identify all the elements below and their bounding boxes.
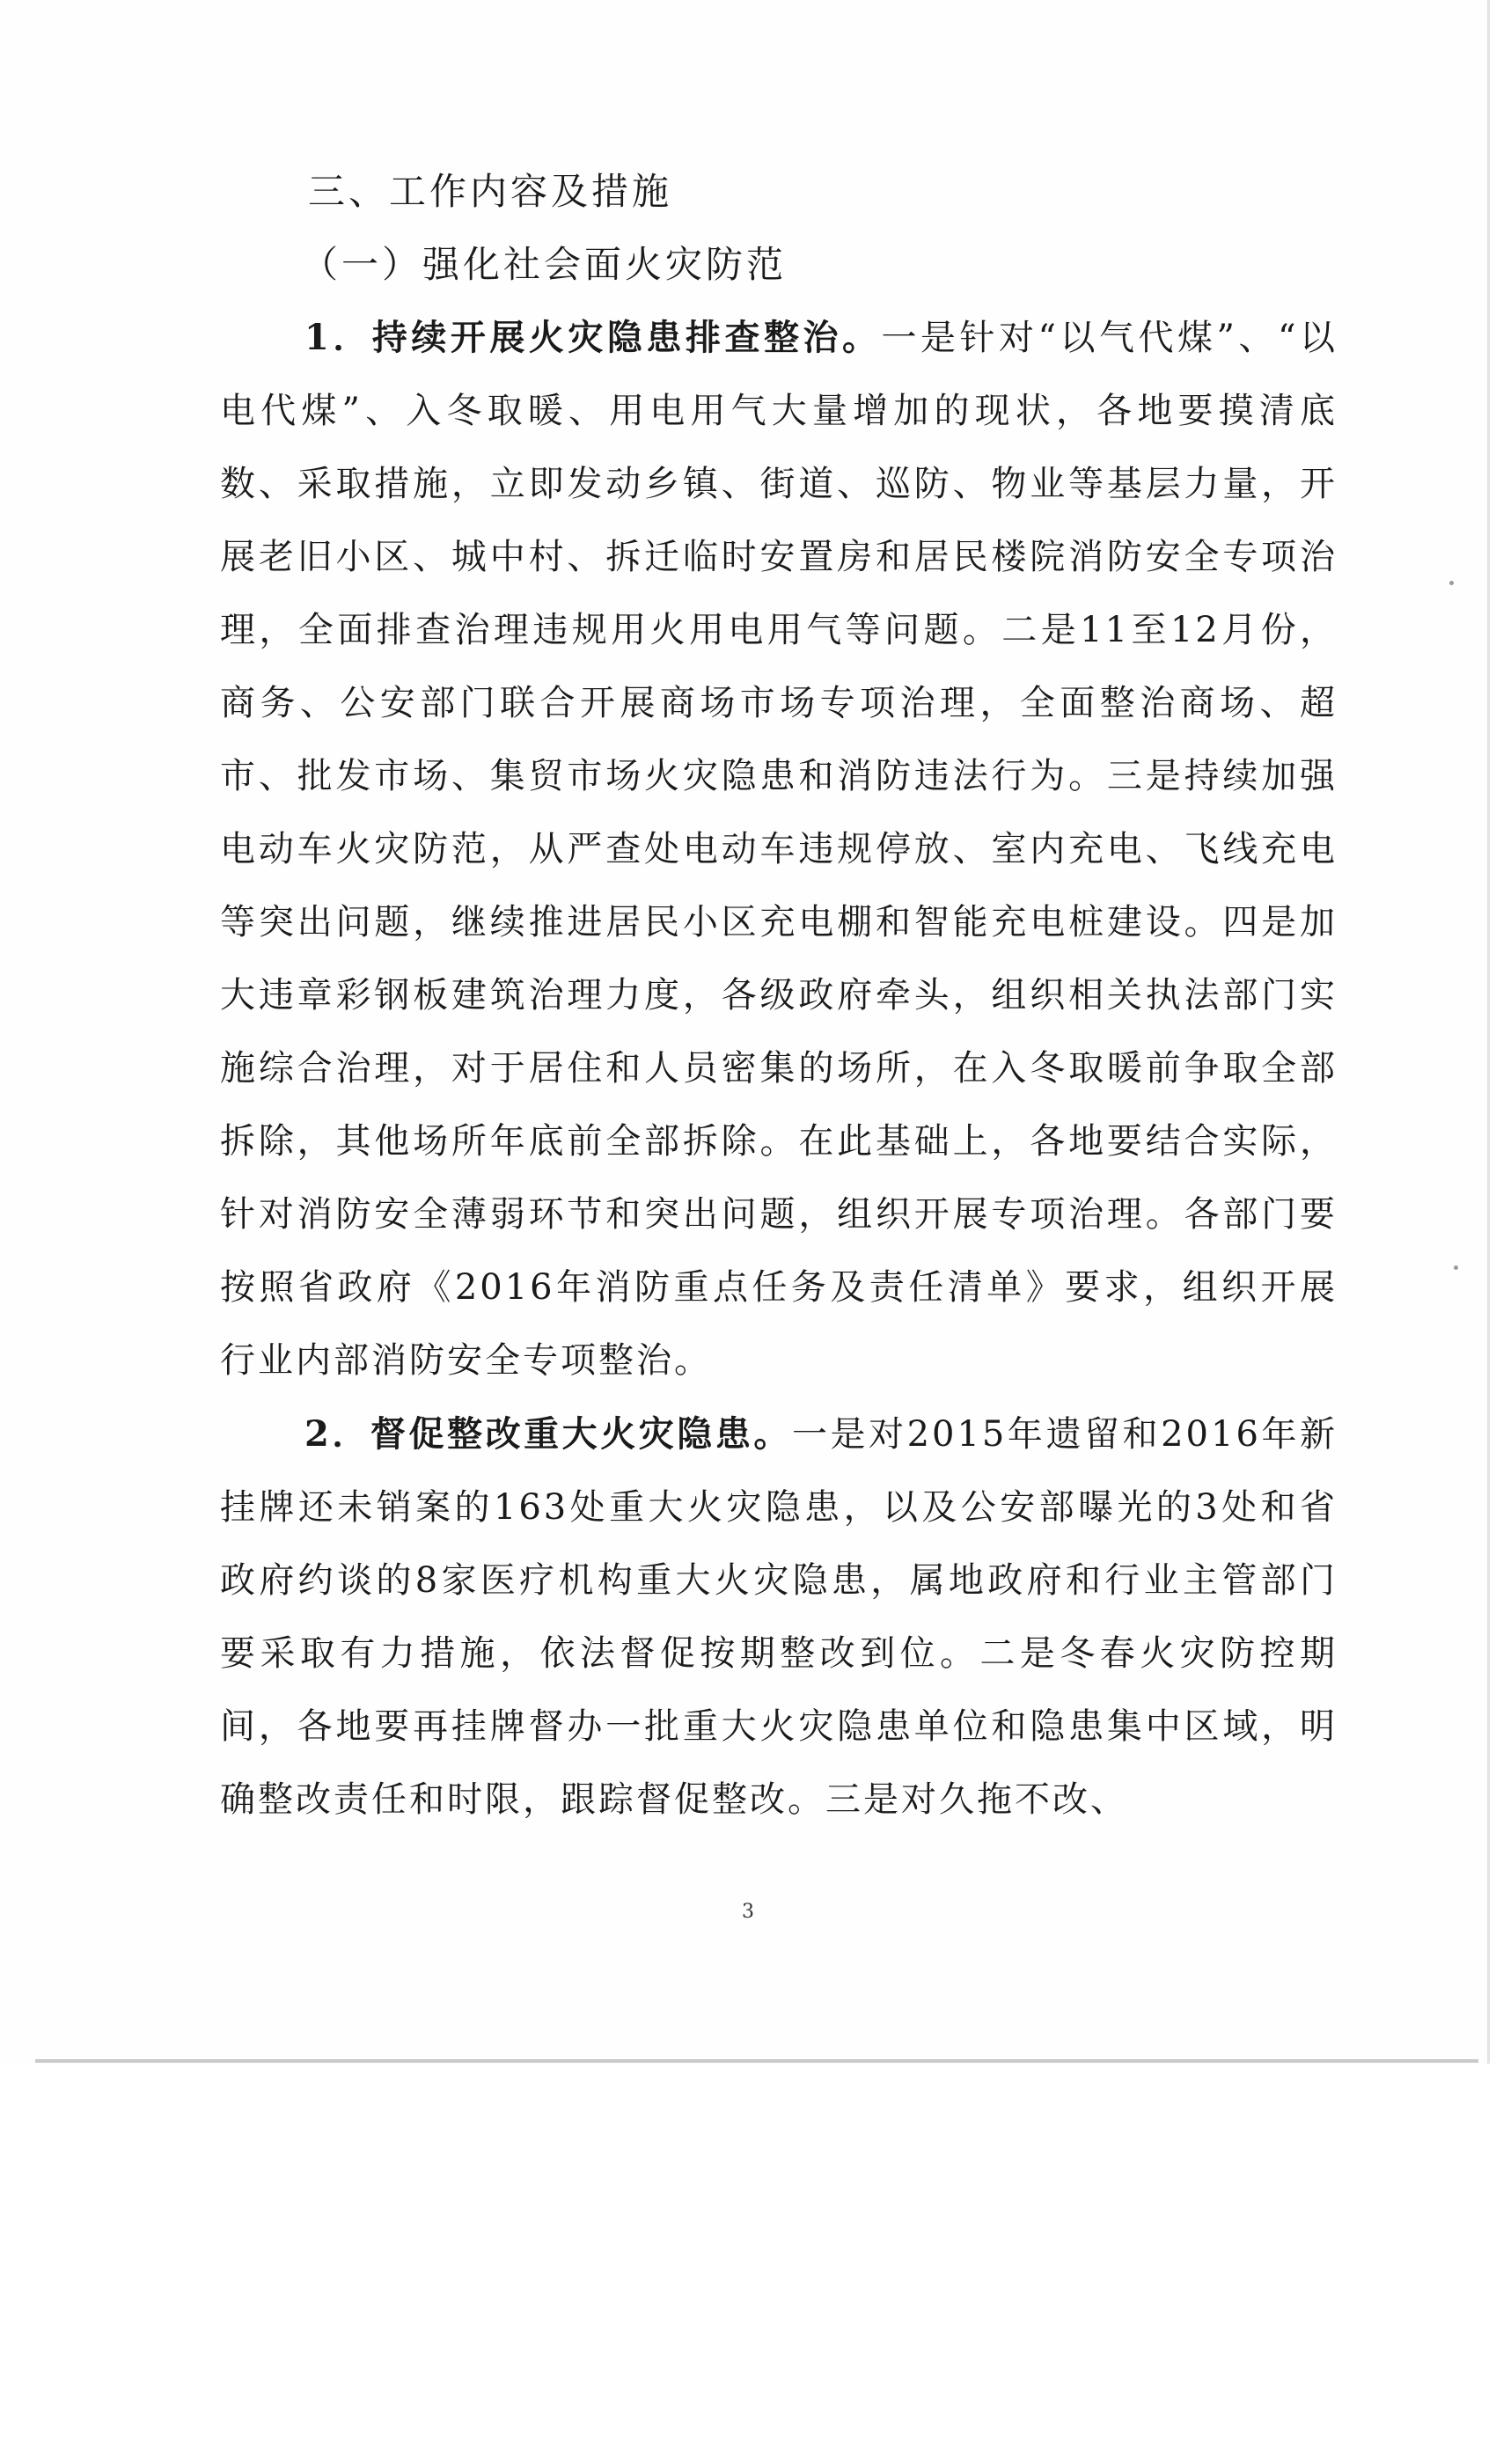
page-right-edge <box>1487 0 1490 2064</box>
blank-margin <box>0 2066 1496 2464</box>
paragraph-2-lead: 2．督促整改重大火灾隐患。 <box>304 1413 792 1455</box>
scan-speck <box>1454 1265 1458 1270</box>
page-bottom-edge <box>35 2059 1478 2063</box>
paragraph-1-lead: 1．持续开展火灾隐患排查整治。 <box>304 317 882 358</box>
scan-speck <box>1449 581 1454 585</box>
paragraph-1 <box>220 301 1338 1397</box>
paragraph-1-body: 一是针对“以气代煤”、“以电代煤”、入冬取暖、用电用气大量增加的现状，各地要摸清底数、采取措施，立即发动乡镇、街道、巡防、物业等基层力量，开展老旧小区、城中村、拆迁临时安置房和居民楼院消防安全专项治理，全面排查治理违规用火用电用气等问题。二是11至12月份，商务、公安部门联合开展商场市场专项治理，全面整治商场、超市、批发市场、集贸市场火灾隐患和消防违法行为。三是持续加强电动车火灾防范，从严查处电动车违规停放、室内充电、飞线充电等突出问题，继续推进居民小区充电棚和智能充电桩建设。四是加大违章彩钢板建筑治理力度，各级政府牵头，组织相关执法部门实施综合治理，对于居住和人员密集的场所，在入冬取暖前争取全部拆除，其他场所年底前全部拆除。在此基础上，各地要结合实际，针对消防安全薄弱环节和突出问题，组织开展专项治理。各部门要按照省政府《2016年消防重点任务及责任清单》要求，组织开展行业内部消防安全专项整治。 <box>220 318 1338 1381</box>
section-heading: 三、工作内容及措施 <box>308 170 673 213</box>
page-number: 3 <box>742 1901 754 1923</box>
document-body <box>220 155 1338 1837</box>
paragraph-2-body: 一是对2015年遗留和2016年新挂牌还未销案的163处重大火灾隐患，以及公安部曝光的3处和省政府约谈的8家医疗机构重大火灾隐患，属地政府和行业主管部门要采取有力措施，依法督促按期整改到位。二是冬春火灾防控期间，各地要再挂牌督办一批重大火灾隐患单位和隐患集中区域，明确整改责任和时限，跟踪督促整改。三是对久拖不改、 <box>220 1414 1338 1820</box>
paragraph-2 <box>220 1397 1338 1837</box>
subsection-heading: （一）强化社会面火灾防范 <box>301 243 788 286</box>
